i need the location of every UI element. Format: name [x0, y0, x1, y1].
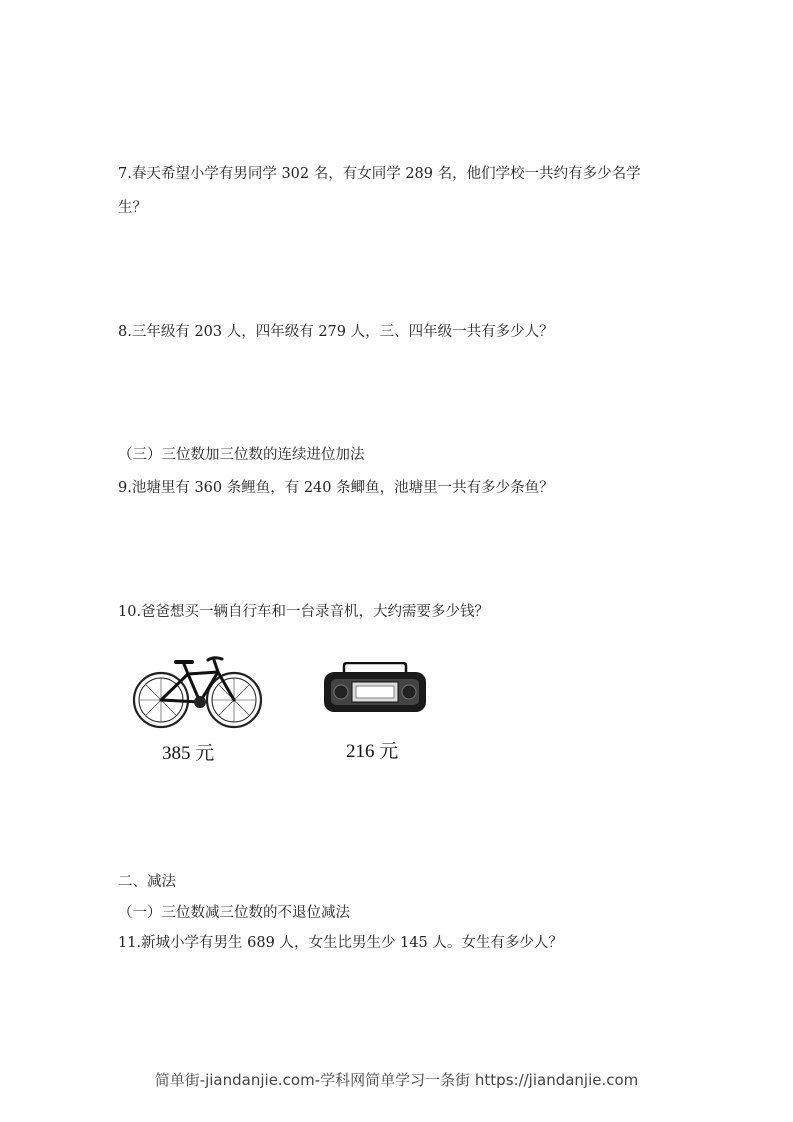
question-11: 11.新城小学有男生 689 人，女生比男生少 145 人。女生有多少人？	[118, 935, 563, 951]
bicycle-price: 385 元	[162, 743, 215, 764]
part-heading-2: 二、减法	[118, 874, 176, 890]
bicycle-icon	[126, 650, 266, 730]
tape-recorder-price: 216 元	[346, 741, 399, 762]
question-9: 9.池塘里有 360 条鲤鱼，有 240 条鲫鱼，池塘里一共有多少条鱼？	[118, 480, 554, 496]
section-heading-3: （三）三位数加三位数的连续进位加法	[118, 447, 365, 463]
question-8: 8.三年级有 203 人，四年级有 279 人，三、四年级一共有多少人？	[118, 324, 554, 340]
section-heading-1: （一）三位数减三位数的不退位减法	[118, 905, 350, 921]
tape-recorder-icon	[322, 662, 428, 714]
question-7-line-2: 生？	[118, 200, 147, 216]
question-10: 10.爸爸想买一辆自行车和一台录音机，大约需要多少钱？	[118, 604, 490, 620]
page-footer: 简单街-jiandanjie.com-学科网简单学习一条街 https://jiandanjie.com	[154, 1071, 639, 1089]
question-7-line-1: 7.春天希望小学有男同学 302 名，有女同学 289 名，他们学校一共约有多少名学	[118, 166, 641, 182]
